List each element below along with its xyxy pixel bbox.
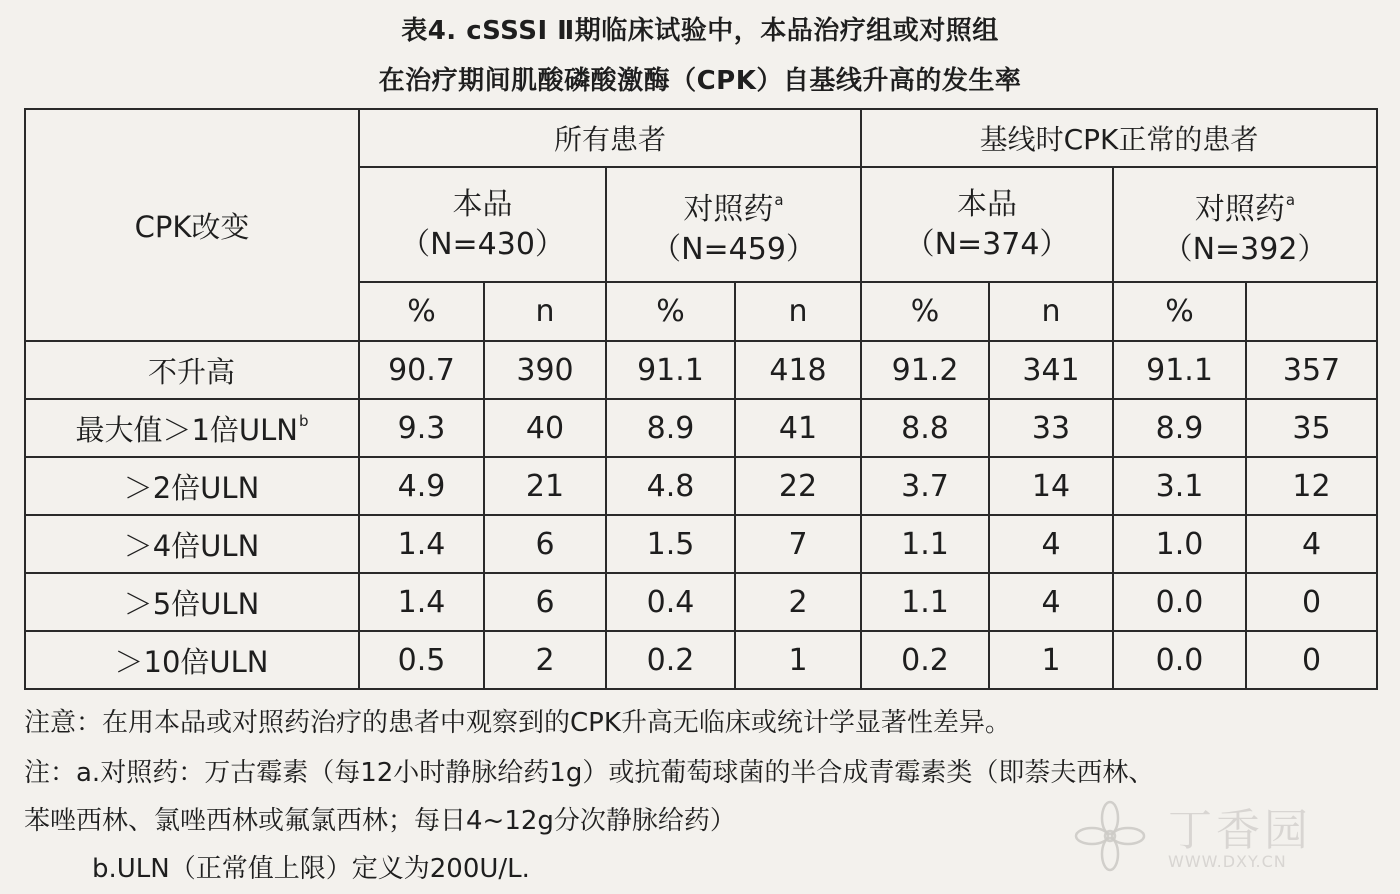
flower-logo-icon: [1072, 798, 1148, 874]
subgroup-n: （N=459）: [651, 231, 816, 267]
row-label: 最大值＞1倍ULN$^b$: [25, 399, 359, 457]
table-cell: 21: [484, 457, 606, 515]
col-unit: %: [606, 282, 735, 341]
table-cell: 33: [989, 399, 1113, 457]
cpk-change-header: CPK改变: [25, 109, 359, 341]
table-cell: 91.2: [861, 341, 989, 399]
table-cell: 3.1: [1113, 457, 1246, 515]
table-cell: 9.3: [359, 399, 484, 457]
table-row: [25, 399, 1377, 457]
subgroup-normal-drug: [861, 167, 1113, 282]
row-label: ＞4倍ULN: [25, 515, 359, 573]
subgroup-label: 对照药: [683, 191, 774, 227]
col-unit: %: [359, 282, 484, 341]
table-title-line1: 表4. cSSSI Ⅱ期临床试验中，本品治疗组或对照组: [401, 16, 999, 46]
table-cell: 2: [484, 631, 606, 689]
table-cell: 8.9: [606, 399, 735, 457]
table-cell: 8.9: [1113, 399, 1246, 457]
table-cell: 4: [989, 573, 1113, 631]
col-unit: n: [989, 282, 1113, 341]
table-cell: 0.5: [359, 631, 484, 689]
table-cell: 0.0: [1113, 573, 1246, 631]
col-unit: [1246, 282, 1377, 341]
footnote-marker: b: [299, 411, 309, 430]
table-cell: 1.4: [359, 573, 484, 631]
note-significance: 注意：在用本品或对照药治疗的患者中观察到的CPK升高无临床或统计学显著性差异。: [24, 708, 1011, 738]
table-row: [25, 573, 1377, 631]
subgroup-label: 对照药: [1194, 191, 1285, 227]
table-cell: 4: [989, 515, 1113, 573]
table-row: [25, 631, 1377, 689]
subgroup-n: （N=392）: [1162, 231, 1328, 267]
table-cell: 12: [1246, 457, 1377, 515]
subgroup-normal-control: [1113, 167, 1377, 282]
footnote-marker: a: [1285, 190, 1296, 209]
table-cell: 6: [484, 515, 606, 573]
table-cell: 1.0: [1113, 515, 1246, 573]
table-cell: 14: [989, 457, 1113, 515]
table-cell: 6: [484, 573, 606, 631]
subgroup-all-control: [606, 167, 861, 282]
footnote-marker: a: [774, 190, 784, 209]
table-cell: 41: [735, 399, 861, 457]
subgroup-label: 本品: [957, 186, 1018, 222]
table-cell: 1: [735, 631, 861, 689]
table-cell: 7: [735, 515, 861, 573]
note-a-line1: 注：a.对照药：万古霉素（每12小时静脉给药1g）或抗葡萄球菌的半合成青霉素类（即萘夫西林、: [24, 758, 1155, 788]
table-cell: 1: [989, 631, 1113, 689]
table-cell: 4.9: [359, 457, 484, 515]
table-cell: 90.7: [359, 341, 484, 399]
table-cell: 4: [1246, 515, 1377, 573]
row-label: ＞10倍ULN: [25, 631, 359, 689]
table-cell: 1.5: [606, 515, 735, 573]
table-cell: 390: [484, 341, 606, 399]
table-cell: 357: [1246, 341, 1377, 399]
group-normal-baseline: 基线时CPK正常的患者: [861, 109, 1377, 167]
watermark-brand: 丁香园: [1168, 805, 1312, 856]
table-cell: 0: [1246, 573, 1377, 631]
table-cell: 35: [1246, 399, 1377, 457]
subgroup-all-drug: [359, 167, 606, 282]
col-unit: %: [1113, 282, 1246, 341]
table-cell: 0.2: [861, 631, 989, 689]
note-b: b.ULN（正常值上限）定义为200U/L.: [92, 854, 530, 884]
table-cell: 8.8: [861, 399, 989, 457]
watermark-site: WWW.DXY.CN: [1168, 852, 1287, 871]
subgroup-n: （N=374）: [904, 226, 1070, 262]
table-cell: 4.8: [606, 457, 735, 515]
table-cell: 1.1: [861, 573, 989, 631]
col-unit: n: [735, 282, 861, 341]
table-cell: 91.1: [1113, 341, 1246, 399]
row-label: ＞5倍ULN: [25, 573, 359, 631]
table-cell: 418: [735, 341, 861, 399]
table-row: [25, 341, 1377, 399]
table-row: [25, 457, 1377, 515]
table-title-line2: 在治疗期间肌酸磷酸激酶（CPK）自基线升高的发生率: [378, 66, 1022, 96]
table-cell: 0.2: [606, 631, 735, 689]
table-cell: 40: [484, 399, 606, 457]
note-a-line2: 苯唑西林、氯唑西林或氟氯西林；每日4~12g分次静脉给药）: [24, 806, 736, 836]
table-cell: 341: [989, 341, 1113, 399]
col-unit: %: [861, 282, 989, 341]
table-cell: 0.4: [606, 573, 735, 631]
table-row: [25, 515, 1377, 573]
table-cell: 1.4: [359, 515, 484, 573]
table-cell: 2: [735, 573, 861, 631]
cpk-table: [24, 108, 1378, 690]
subgroup-label: 本品: [452, 186, 513, 222]
table-cell: 0: [1246, 631, 1377, 689]
table-cell: 3.7: [861, 457, 989, 515]
table-cell: 1.1: [861, 515, 989, 573]
subgroup-n: （N=430）: [400, 226, 565, 262]
row-label: ＞2倍ULN: [25, 457, 359, 515]
row-label: 不升高: [25, 341, 359, 399]
table-cell: 0.0: [1113, 631, 1246, 689]
table-cell: 22: [735, 457, 861, 515]
table-cell: 91.1: [606, 341, 735, 399]
col-unit: n: [484, 282, 606, 341]
group-all-patients: 所有患者: [359, 109, 861, 167]
watermark: [1072, 790, 1372, 880]
